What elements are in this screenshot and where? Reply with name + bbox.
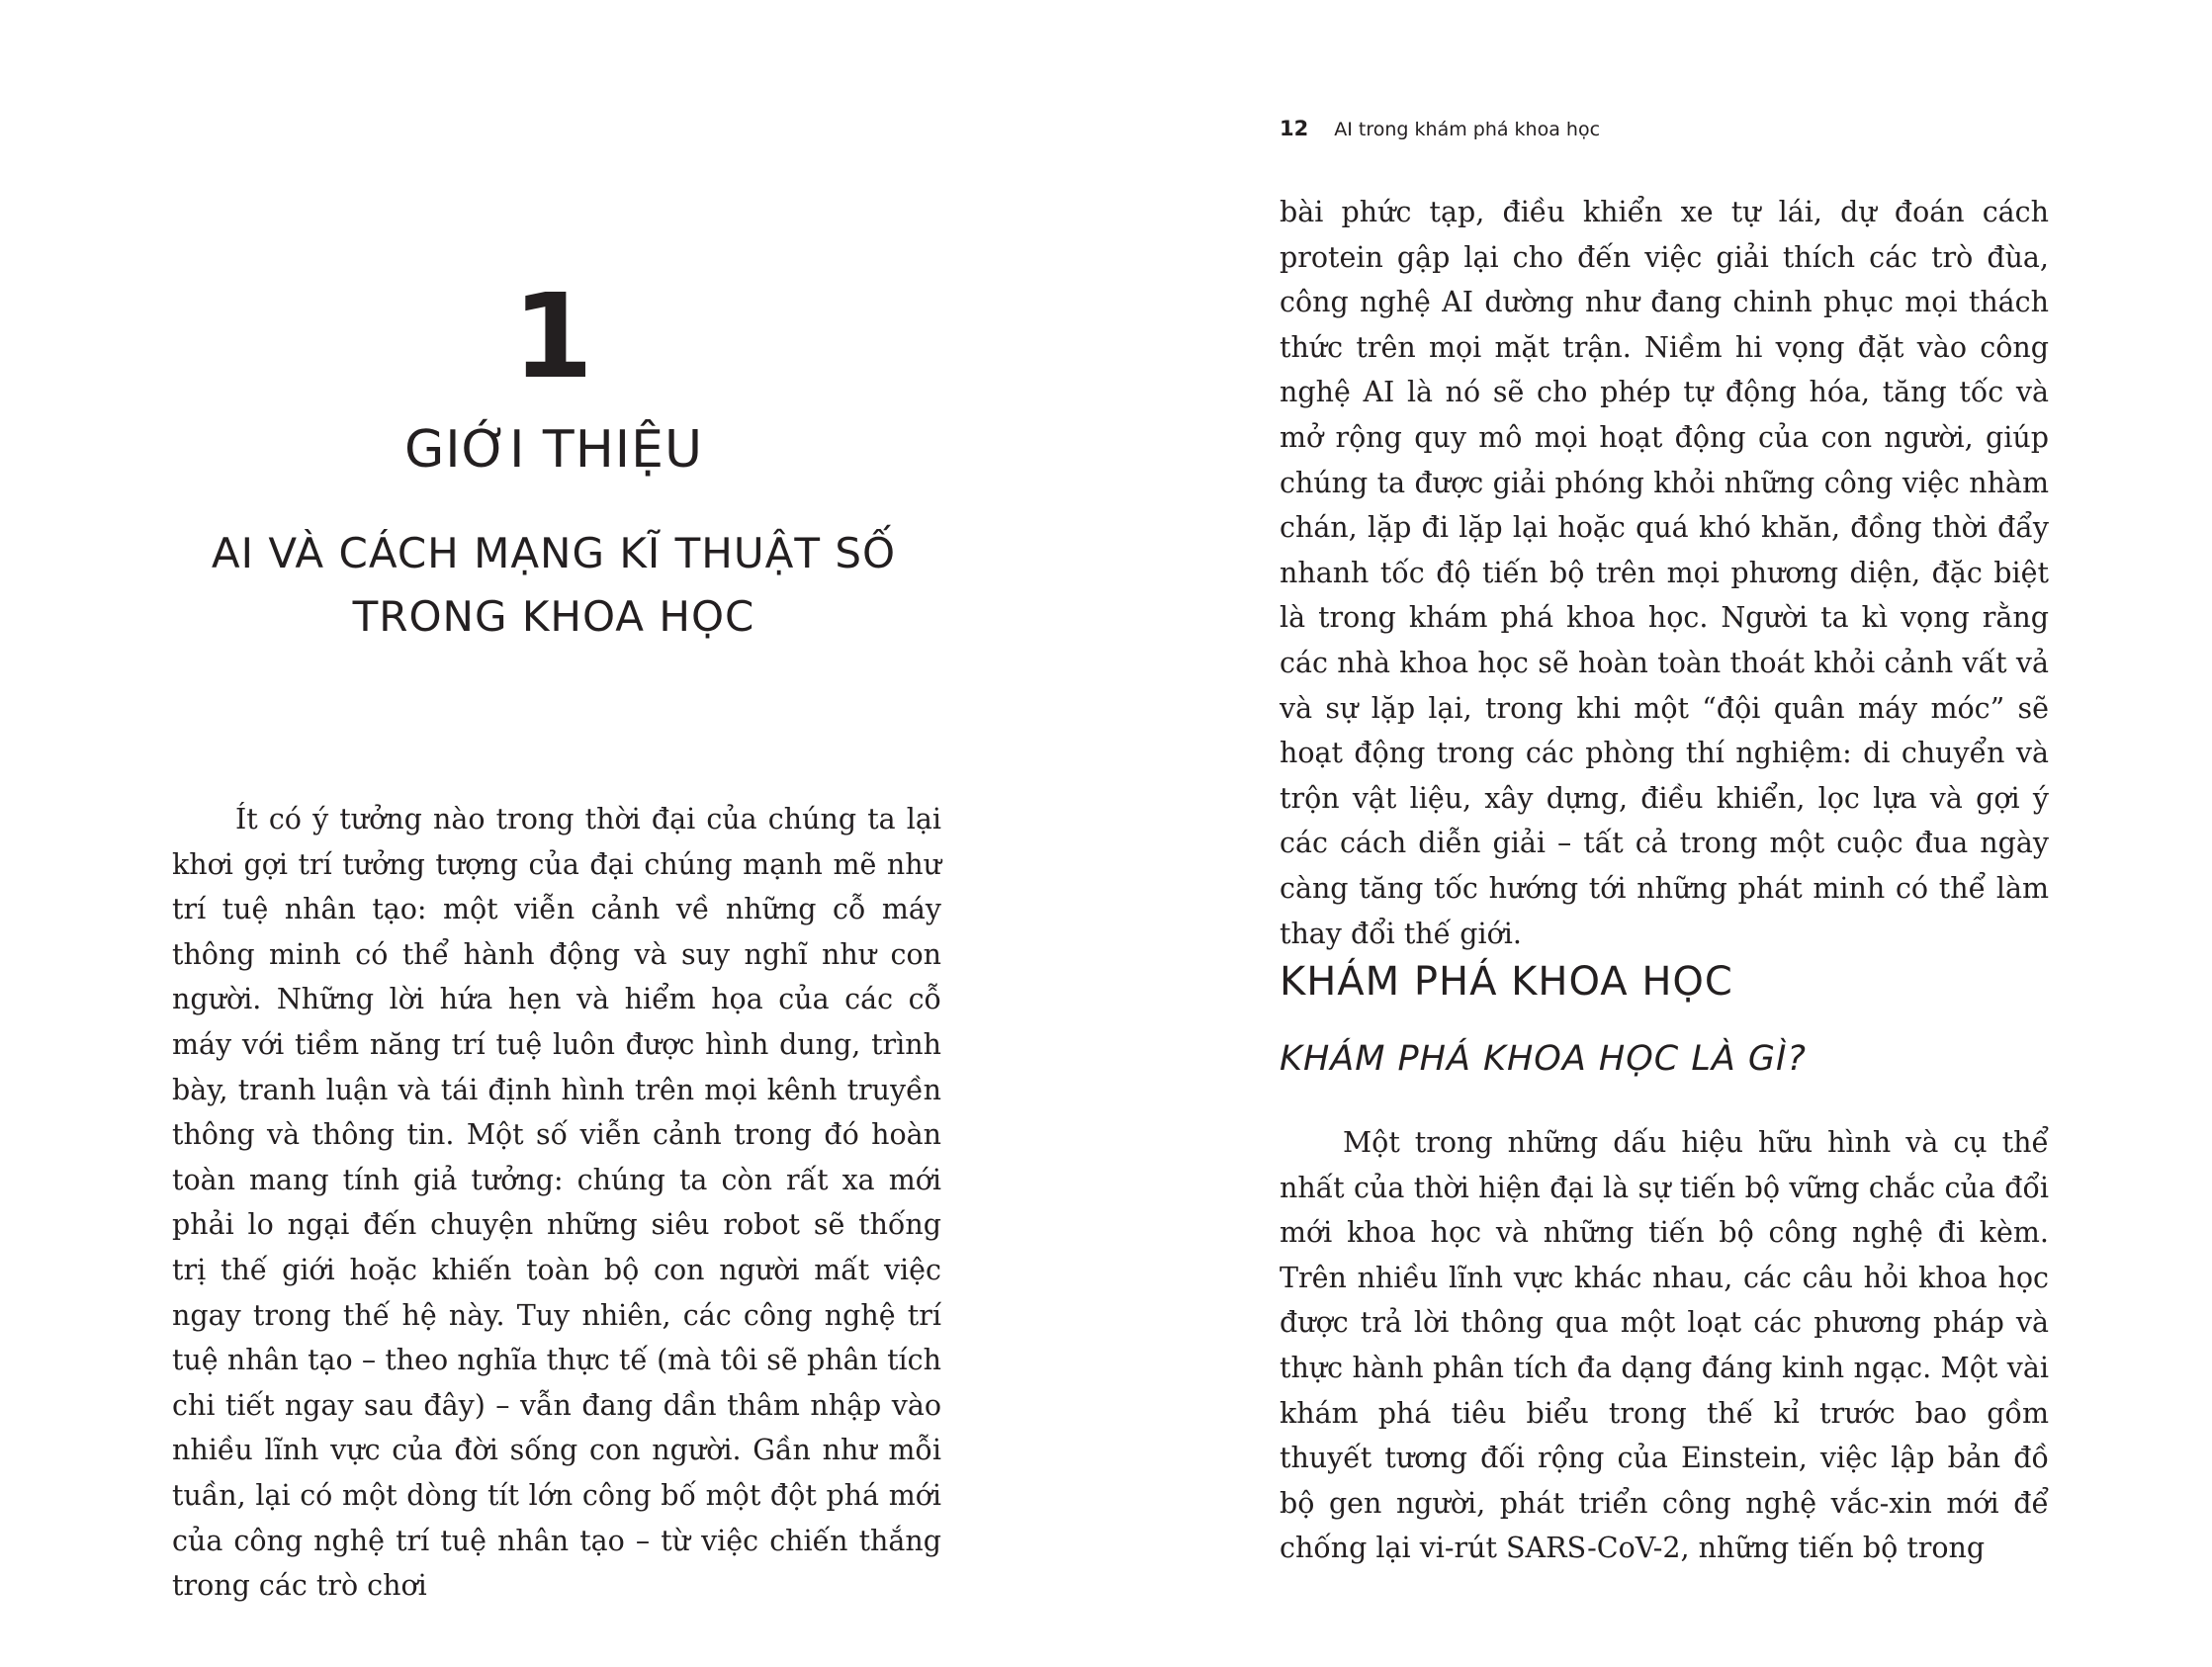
chapter-subtitle	[168, 522, 939, 649]
chapter-subtitle-line1: AI VÀ CÁCH MẠNG KĨ THUẬT SỐ	[211, 529, 897, 577]
page-number: 12	[1280, 117, 1309, 140]
right-page	[1106, 0, 2212, 1667]
left-body-paragraph: Ít có ý tưởng nào trong thời đại của chúng ta lại khơi gợi trí tưởng tượng của đại chúng mạnh mẽ như trí tuệ nhân tạo: một viễn cảnh về những cỗ máy thông minh có thể hành động và suy nghĩ như con người. Những lời hứa hẹn và hiểm họa của các cỗ máy với tiềm năng trí tuệ luôn được hình dung, trình bày, tranh luận và tái định hình trên mọi kênh truyền thông và thông tin. Một số viễn cảnh trong đó hoàn toàn mang tính giả tưởng: chúng ta còn rất xa mới phải lo ngại đến chuyện những siêu robot sẽ thống trị thế giới hoặc khiến toàn bộ con người mất việc ngay trong thế hệ này. Tuy nhiên, các công nghệ trí tuệ nhân tạo – theo nghĩa thực tế (mà tôi sẽ phân tích chi tiết ngay sau đây) – vẫn đang dần thâm nhập vào nhiều lĩnh vực của đời sống con người. Gần như mỗi tuần, lại có một dòng tít lớn công bố một đột phá mới của công nghệ trí tuệ nhân tạo – từ việc chiến thắng trong các trò chơi	[172, 803, 941, 1603]
running-title: AI trong khám phá khoa học	[1334, 119, 1601, 140]
chapter-number: 1	[511, 268, 596, 404]
right-body-paragraph-bottom: Một trong những dấu hiệu hữu hình và cụ thể nhất của thời hiện đại là sự tiến bộ vững chắc của đổi mới khoa học và những tiến bộ công nghệ đi kèm. Trên nhiều lĩnh vực khác nhau, các câu hỏi khoa học được trả lời thông qua một loạt các phương pháp và thực hành phân tích đa dạng đáng kinh ngạc. Một vài khám phá tiêu biểu trong thế kỉ trước bao gồm thuyết tương đối rộng của Einstein, việc lập bản đồ bộ gen người, phát triển công nghệ vắc-xin mới để chống lại vi-rút SARS-CoV-2, những tiến bộ trong	[1280, 1126, 2049, 1565]
chapter-subtitle-line2: TRONG KHOA HỌC	[352, 592, 755, 641]
chapter-title: GIỚI THIỆU	[403, 420, 704, 480]
right-body-paragraph-top: bài phức tạp, điều khiển xe tự lái, dự đoán cách protein gập lại cho đến việc giải thích các trò đùa, công nghệ AI dường như đang chinh phục mọi thách thức trên mọi mặt trận. Niềm hi vọng đặt vào công nghệ AI là nó sẽ cho phép tự động hóa, tăng tốc và mở rộng quy mô mọi hoạt động của con người, giúp chúng ta được giải phóng khỏi những công việc nhàm chán, lặp đi lặp lại hoặc quá khó khăn, đồng thời đẩy nhanh tốc độ tiến bộ trên mọi phương diện, đặc biệt là trong khám phá khoa học. Người ta kì vọng rằng các nhà khoa học sẽ hoàn toàn thoát khỏi cảnh vất vả và sự lặp lại, trong khi một “đội quân máy móc” sẽ hoạt động trong các phòng thí nghiệm: di chuyển và trộn vật liệu, xây dựng, điều khiển, lọc lựa và gợi ý các cách diễn giải – tất cả trong một cuộc đua ngày càng tăng tốc hướng tới những phát minh có thể làm thay đổi thế giới.	[1280, 196, 2049, 950]
sub-heading: KHÁM PHÁ KHOA HỌC LÀ GÌ?	[1280, 1039, 1807, 1079]
chapter-heading	[168, 267, 939, 649]
running-header	[1280, 116, 1600, 142]
section-heading: KHÁM PHÁ KHOA HỌC	[1280, 959, 1733, 1005]
